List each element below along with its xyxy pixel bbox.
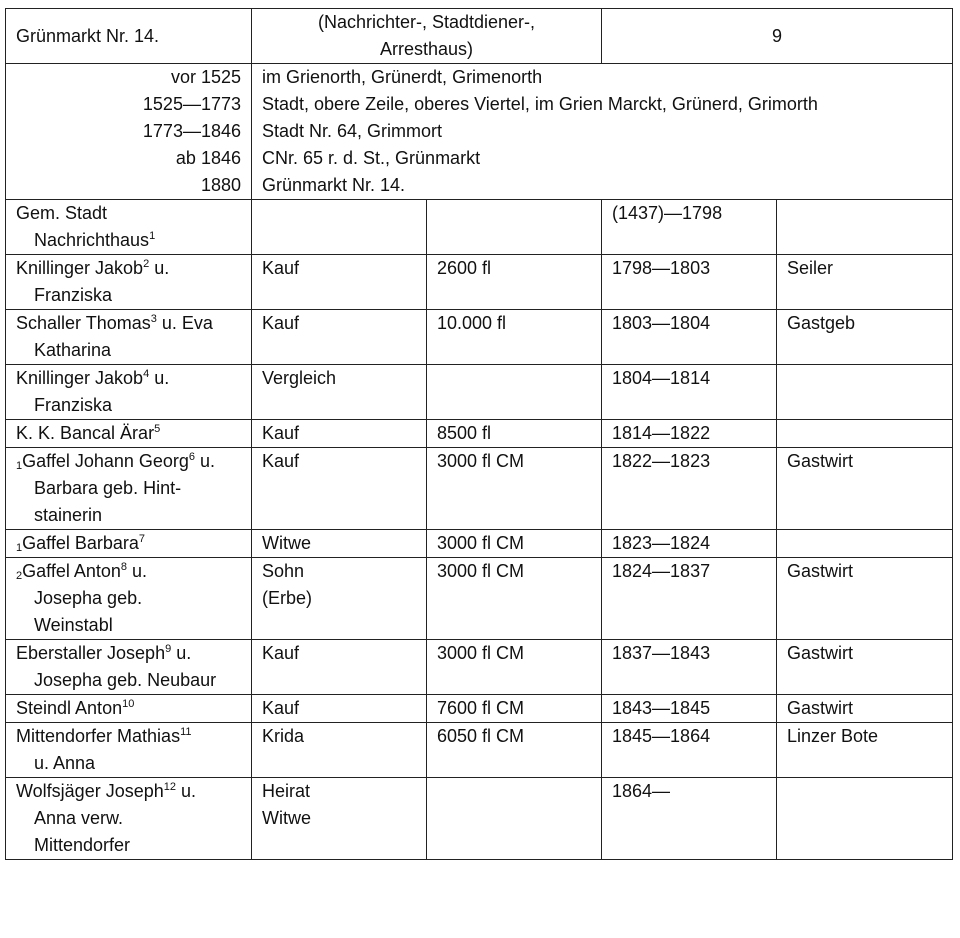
owner-name-cell bbox=[6, 448, 252, 530]
address-history-row bbox=[6, 64, 953, 200]
owner-row bbox=[6, 420, 953, 448]
owner-name-cell bbox=[6, 310, 252, 365]
history-names: CNr. 65 r. d. St., Grünmarkt bbox=[262, 148, 481, 168]
price-cell bbox=[427, 365, 602, 420]
owner-name-continuation: Nachrichthaus bbox=[34, 230, 150, 250]
owner-name-cell bbox=[6, 723, 252, 778]
history-names: Stadt Nr. 64, Grimmort bbox=[262, 121, 443, 141]
acquisition-type: Kauf bbox=[262, 643, 300, 663]
owner-name bbox=[16, 200, 241, 254]
footnote-ref: 8 bbox=[120, 561, 127, 573]
history-period: 1525—1773 bbox=[142, 94, 241, 114]
price-cell: 6050 fl CM bbox=[427, 723, 602, 778]
acquisition-cell bbox=[252, 778, 427, 860]
price-cell: 2600 fl bbox=[427, 255, 602, 310]
footnote-ref: 4 bbox=[143, 368, 150, 380]
owner-name bbox=[16, 448, 241, 529]
owner-row bbox=[6, 640, 953, 695]
owner-name-text: Gaffel Johann Georg bbox=[22, 451, 189, 471]
owner-name bbox=[16, 255, 241, 309]
history-period: 1773—1846 bbox=[142, 121, 241, 141]
acquisition-type: Witwe bbox=[262, 533, 311, 553]
ownership-period-cell: 1814—1822 bbox=[602, 420, 777, 448]
owner-name-rest: u. bbox=[127, 561, 148, 581]
history-names: im Grienorth, Grünerdt, Grimenorth bbox=[262, 67, 543, 87]
acquisition-cell bbox=[252, 558, 427, 640]
occupation-cell bbox=[777, 200, 953, 255]
occupation-cell: Gastwirt bbox=[777, 448, 953, 530]
owner-name-rest: u. bbox=[149, 368, 170, 388]
description-line: Arresthaus) bbox=[379, 39, 474, 59]
owner-generation-index: 1 bbox=[16, 542, 23, 554]
price-cell bbox=[427, 200, 602, 255]
acquisition-cell bbox=[252, 640, 427, 695]
acquisition-cell bbox=[252, 695, 427, 723]
owner-name-rest: u. bbox=[195, 451, 216, 471]
owner-name-cell bbox=[6, 695, 252, 723]
owner-row bbox=[6, 778, 953, 860]
acquisition-cell bbox=[252, 255, 427, 310]
ownership-period-cell: (1437)—1798 bbox=[602, 200, 777, 255]
owner-row bbox=[6, 695, 953, 723]
footnote-ref: 9 bbox=[165, 643, 172, 655]
owner-name-rest: u. bbox=[176, 781, 197, 801]
owner-name-cell bbox=[6, 200, 252, 255]
owner-name-cell bbox=[6, 558, 252, 640]
owner-name-rest: u. bbox=[149, 258, 170, 278]
owner-name bbox=[16, 420, 241, 447]
ownership-period-cell: 1837—1843 bbox=[602, 640, 777, 695]
owner-name-text: Knillinger Jakob bbox=[16, 368, 144, 388]
owner-name-text: Gaffel Anton bbox=[22, 561, 121, 581]
acquisition-type: Kauf bbox=[262, 451, 300, 471]
ownership-period-cell: 1804—1814 bbox=[602, 365, 777, 420]
occupation-cell: Gastwirt bbox=[777, 640, 953, 695]
owner-name-text: Gaffel Barbara bbox=[22, 533, 139, 553]
occupation-cell: Gastwirt bbox=[777, 695, 953, 723]
address-cell: Grünmarkt Nr. 14. bbox=[6, 9, 252, 64]
header-row bbox=[6, 9, 953, 64]
owner-row bbox=[6, 255, 953, 310]
acquisition-type: Witwe bbox=[262, 808, 311, 828]
acquisition-type: Sohn bbox=[262, 561, 305, 581]
owner-name-cell bbox=[6, 365, 252, 420]
acquisition-type: Kauf bbox=[262, 313, 300, 333]
history-period: 1880 bbox=[200, 175, 241, 195]
occupation-cell: Gastgeb bbox=[777, 310, 953, 365]
price-cell: 3000 fl CM bbox=[427, 640, 602, 695]
acquisition-cell bbox=[252, 530, 427, 558]
price-cell bbox=[427, 778, 602, 860]
acquisition-type: Krida bbox=[262, 726, 305, 746]
price-cell: 3000 fl CM bbox=[427, 448, 602, 530]
owner-name-text: Steindl Anton bbox=[16, 698, 123, 718]
acquisition-type: Kauf bbox=[262, 258, 300, 278]
price-cell: 3000 fl CM bbox=[427, 558, 602, 640]
occupation-cell: Seiler bbox=[777, 255, 953, 310]
owner-name-cell bbox=[6, 420, 252, 448]
owner-name-cell bbox=[6, 255, 252, 310]
ownership-period-cell: 1845—1864 bbox=[602, 723, 777, 778]
owner-row bbox=[6, 530, 953, 558]
owner-name-text: Gem. Stadt bbox=[16, 203, 108, 223]
owner-name-continuation: stainerin bbox=[34, 505, 103, 525]
price-cell: 3000 fl CM bbox=[427, 530, 602, 558]
footnote-ref: 7 bbox=[138, 533, 145, 545]
acquisition-type: Kauf bbox=[262, 698, 300, 718]
history-period: ab 1846 bbox=[175, 148, 241, 168]
owner-name-text: Knillinger Jakob bbox=[16, 258, 144, 278]
owner-name-continuation: Barbara geb. Hint- bbox=[34, 478, 182, 498]
owner-name-continuation: Franziska bbox=[34, 285, 113, 305]
owner-name bbox=[16, 310, 241, 364]
owner-name-text: Schaller Thomas bbox=[16, 313, 151, 333]
description-cell bbox=[252, 9, 602, 64]
owner-name-continuation: Josepha geb. bbox=[34, 588, 143, 608]
acquisition-cell bbox=[252, 365, 427, 420]
acquisition-type: Vergleich bbox=[262, 368, 337, 388]
occupation-cell bbox=[777, 530, 953, 558]
footnote-ref: 5 bbox=[154, 423, 161, 435]
price-cell: 7600 fl CM bbox=[427, 695, 602, 723]
footnote-ref: 3 bbox=[150, 313, 157, 325]
ownership-period-cell: 1843—1845 bbox=[602, 695, 777, 723]
acquisition-type: (Erbe) bbox=[262, 588, 313, 608]
occupation-cell bbox=[777, 365, 953, 420]
ownership-period-cell: 1823—1824 bbox=[602, 530, 777, 558]
history-names: Stadt, obere Zeile, oberes Viertel, im Grien Marckt, Grünerd, Grimorth bbox=[262, 94, 818, 114]
owner-row bbox=[6, 310, 953, 365]
acquisition-cell bbox=[252, 200, 427, 255]
owner-name-continuation: Weinstabl bbox=[34, 615, 113, 635]
owner-row bbox=[6, 200, 953, 255]
owner-name bbox=[16, 778, 241, 859]
footnote-ref: 10 bbox=[122, 698, 135, 710]
owner-name-text: K. K. Bancal Ärar bbox=[16, 423, 155, 443]
acquisition-type: Heirat bbox=[262, 781, 311, 801]
owner-row bbox=[6, 365, 953, 420]
description-line: (Nachrichter-, Stadtdiener-, bbox=[317, 12, 536, 32]
house-ownership-table bbox=[5, 8, 953, 860]
owner-name-continuation: Mittendorfer bbox=[34, 835, 131, 855]
owner-name-cell bbox=[6, 640, 252, 695]
address-history-names bbox=[252, 64, 953, 200]
occupation-cell: Gastwirt bbox=[777, 558, 953, 640]
acquisition-cell bbox=[252, 420, 427, 448]
owner-name bbox=[16, 695, 241, 722]
footnote-ref: 11 bbox=[180, 726, 192, 738]
owner-name-continuation: u. Anna bbox=[34, 753, 96, 773]
address-history-periods bbox=[6, 64, 252, 200]
occupation-cell bbox=[777, 420, 953, 448]
owner-name-continuation: Anna verw. bbox=[34, 808, 124, 828]
owner-name bbox=[16, 365, 241, 419]
footnote-ref: 12 bbox=[163, 781, 176, 793]
ownership-period-cell: 1822—1823 bbox=[602, 448, 777, 530]
footnote-ref: 6 bbox=[188, 451, 196, 463]
owner-name-continuation: Franziska bbox=[34, 395, 113, 415]
owner-name-cell bbox=[6, 530, 252, 558]
house-number-cell: 9 bbox=[602, 9, 953, 64]
owner-row bbox=[6, 448, 953, 530]
owner-row bbox=[6, 723, 953, 778]
owner-name bbox=[16, 640, 241, 694]
history-period: vor 1525 bbox=[170, 67, 241, 87]
owner-name-rest: u. Eva bbox=[156, 313, 213, 333]
acquisition-cell bbox=[252, 310, 427, 365]
owner-name-continuation: Josepha geb. Neubaur bbox=[34, 670, 217, 690]
owner-name bbox=[16, 723, 241, 777]
ownership-period-cell: 1824—1837 bbox=[602, 558, 777, 640]
owner-name-text: Mittendorfer Mathias bbox=[16, 726, 181, 746]
owner-name-cell bbox=[6, 778, 252, 860]
owner-name-text: Eberstaller Joseph bbox=[16, 643, 166, 663]
ownership-period-cell: 1798—1803 bbox=[602, 255, 777, 310]
footnote-ref: 1 bbox=[149, 230, 156, 242]
owner-generation-index: 2 bbox=[16, 570, 23, 582]
history-names: Grünmarkt Nr. 14. bbox=[262, 175, 406, 195]
owner-name bbox=[16, 530, 241, 557]
owner-row bbox=[6, 558, 953, 640]
price-cell: 8500 fl bbox=[427, 420, 602, 448]
owner-name bbox=[16, 558, 241, 639]
owner-generation-index: 1 bbox=[16, 460, 23, 472]
owner-name-continuation: Katharina bbox=[34, 340, 112, 360]
occupation-cell: Linzer Bote bbox=[777, 723, 953, 778]
owner-name-text: Wolfsjäger Joseph bbox=[16, 781, 164, 801]
ownership-period-cell: 1803—1804 bbox=[602, 310, 777, 365]
acquisition-cell bbox=[252, 448, 427, 530]
acquisition-cell bbox=[252, 723, 427, 778]
owner-name-rest: u. bbox=[171, 643, 192, 663]
price-cell: 10.000 fl bbox=[427, 310, 602, 365]
occupation-cell bbox=[777, 778, 953, 860]
ownership-period-cell: 1864— bbox=[602, 778, 777, 860]
acquisition-type: Kauf bbox=[262, 423, 300, 443]
footnote-ref: 2 bbox=[143, 258, 150, 270]
